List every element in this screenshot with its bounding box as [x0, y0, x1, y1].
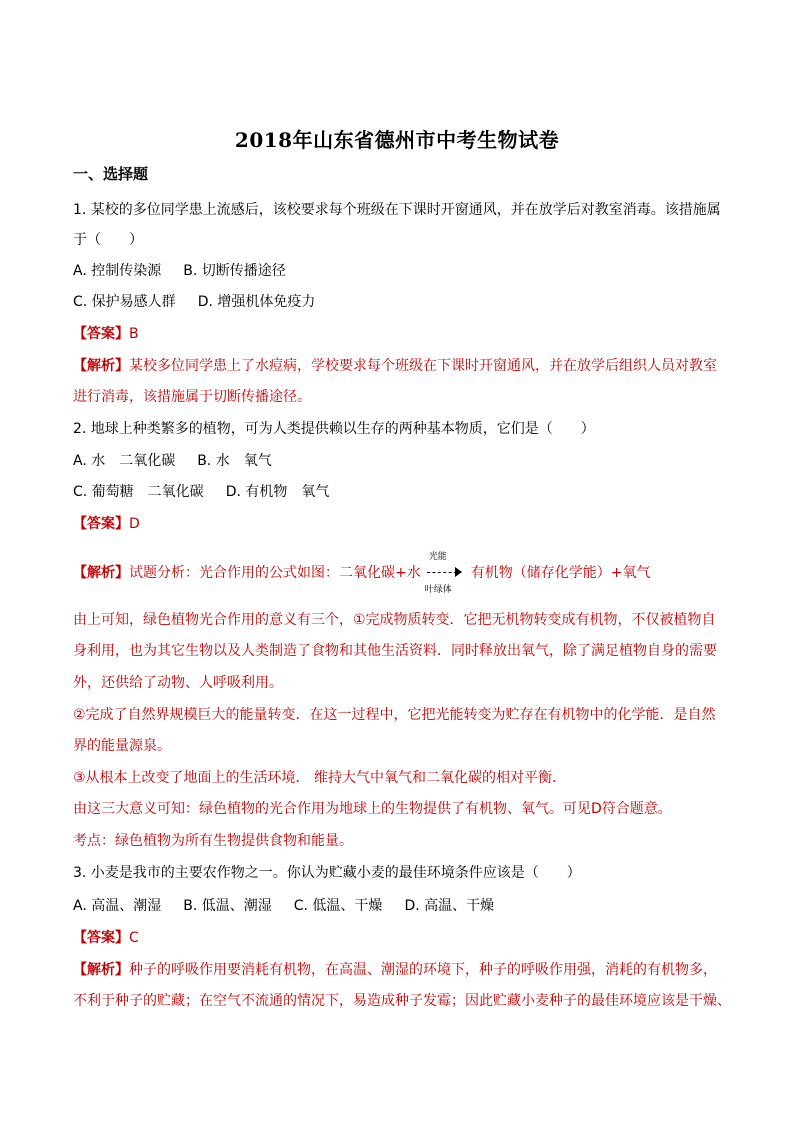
q1-option-b: B. 切断传播途径 — [183, 263, 286, 279]
q2-formula-line — [73, 552, 651, 595]
dashed-arrow-line — [427, 572, 457, 573]
q1-answer — [73, 324, 139, 344]
q2-analysis-l2: 身利用，也为其它生物以及人类制造了食物和其他生活资料．同时释放出氧气，除了满足植物自身的需要 — [73, 643, 717, 659]
q2-option-a: A. 水 二氧化碳 — [73, 453, 176, 469]
q2-answer-value: D — [129, 516, 140, 532]
q2-analysis-l1: 由上可知，绿色植物光合作用的意义有三个，①完成物质转变．它把无机物转变成有机物，不仅被植物自 — [73, 612, 716, 628]
q2-option-c: C. 葡萄糖 二氧化碳 — [73, 484, 204, 500]
q3-option-c: C. 低温、干燥 — [293, 898, 383, 914]
q1-stem-line2: 于（ ） — [73, 232, 143, 248]
q2-stem: 2. 地球上种类繁多的植物，可为人类提供赖以生存的两种基本物质，它们是（ ） — [73, 421, 595, 437]
q1-option-a: A. 控制传染源 — [73, 263, 162, 279]
q2-analysis-l8: 考点：绿色植物为所有生物提供食物和能量。 — [73, 833, 353, 849]
analysis-tag: 【解析】 — [73, 565, 129, 581]
q3-answer — [73, 928, 139, 948]
q2-answer — [73, 514, 140, 534]
q2-analysis-l7: 由这三大意义可知：绿色植物的光合作用为地球上的生物提供了有机物、氧气。可见D符合题意。 — [73, 801, 672, 817]
formula-condition-top: 光能 — [428, 552, 447, 562]
q1-options-row1 — [73, 261, 286, 281]
q3-analysis-text1: 种子的呼吸作用要消耗有机物，在高温、潮湿的环境下，种子的呼吸作用强，消耗的有机物多， — [129, 962, 717, 978]
analysis-tag: 【解析】 — [73, 962, 129, 978]
arrow-head-icon — [455, 567, 462, 577]
q3-option-d: D. 高温、干燥 — [404, 898, 495, 914]
q1-stem-line1: 1. 某校的多位同学患上流感后，该校要求每个班级在下课时开窗通风，并在放学后对教室消毒。该措施属 — [73, 202, 721, 218]
q2-options-row2 — [73, 482, 329, 502]
q1-analysis-text1: 某校多位同学患上了水痘病，学校要求每个班级在下课时开窗通风，并在放学后组织人员对教室 — [129, 358, 717, 374]
formula-left: 试题分析：光合作用的公式如图：二氧化碳+水 — [129, 565, 421, 581]
q2-analysis-l3: 外，还供给了动物、人呼吸利用。 — [73, 675, 283, 691]
q3-analysis-line2: 不利于种子的贮藏；在空气不流通的情况下，易造成种子发霉；因此贮藏小麦种子的最佳环境应该是干燥、 — [73, 993, 731, 1009]
q2-analysis-l4: ②完成了自然界规模巨大的能量转变．在这一过程中，它把光能转变为贮存在有机物中的化学能．是自然 — [73, 707, 716, 723]
formula-right: 有机物（储存化学能）+氧气 — [470, 565, 651, 581]
analysis-tag: 【解析】 — [73, 358, 129, 374]
answer-tag: 【答案】 — [73, 326, 129, 342]
q2-option-d: D. 有机物 氧气 — [225, 484, 330, 500]
reaction-arrow — [424, 552, 467, 595]
q2-option-b: B. 水 氧气 — [197, 453, 272, 469]
q3-analysis-line1 — [73, 960, 717, 980]
q2-options-row1 — [73, 451, 272, 471]
q3-options-row — [73, 896, 494, 916]
exam-title: 2018年山东省德州市中考生物试卷 — [234, 128, 560, 152]
q3-option-b: B. 低温、潮湿 — [183, 898, 272, 914]
section-heading: 一、选择题 — [73, 165, 149, 183]
q1-options-row2 — [73, 292, 315, 312]
q1-analysis-line2: 进行消毒，该措施属于切断传播途径。 — [73, 389, 311, 405]
formula-condition-bottom: 叶绿体 — [424, 585, 452, 595]
q3-stem: 3. 小麦是我市的主要农作物之一。你认为贮藏小麦的最佳环境条件应该是（ ） — [73, 865, 581, 881]
q2-analysis-l5: 界的能量源泉。 — [73, 738, 171, 754]
answer-tag: 【答案】 — [73, 930, 129, 946]
q2-analysis-l6: ③从根本上改变了地面上的生活环境． 维持大气中氧气和二氧化碳的相对平衡． — [73, 770, 566, 786]
q1-option-d: D. 增强机体免疫力 — [197, 294, 316, 310]
q3-option-a: A. 高温、潮湿 — [73, 898, 162, 914]
q1-analysis-line1 — [73, 356, 717, 376]
q3-answer-value: C — [129, 930, 139, 946]
q1-answer-value: B — [129, 326, 139, 342]
q1-option-c: C. 保护易感人群 — [73, 294, 176, 310]
answer-tag: 【答案】 — [73, 516, 129, 532]
